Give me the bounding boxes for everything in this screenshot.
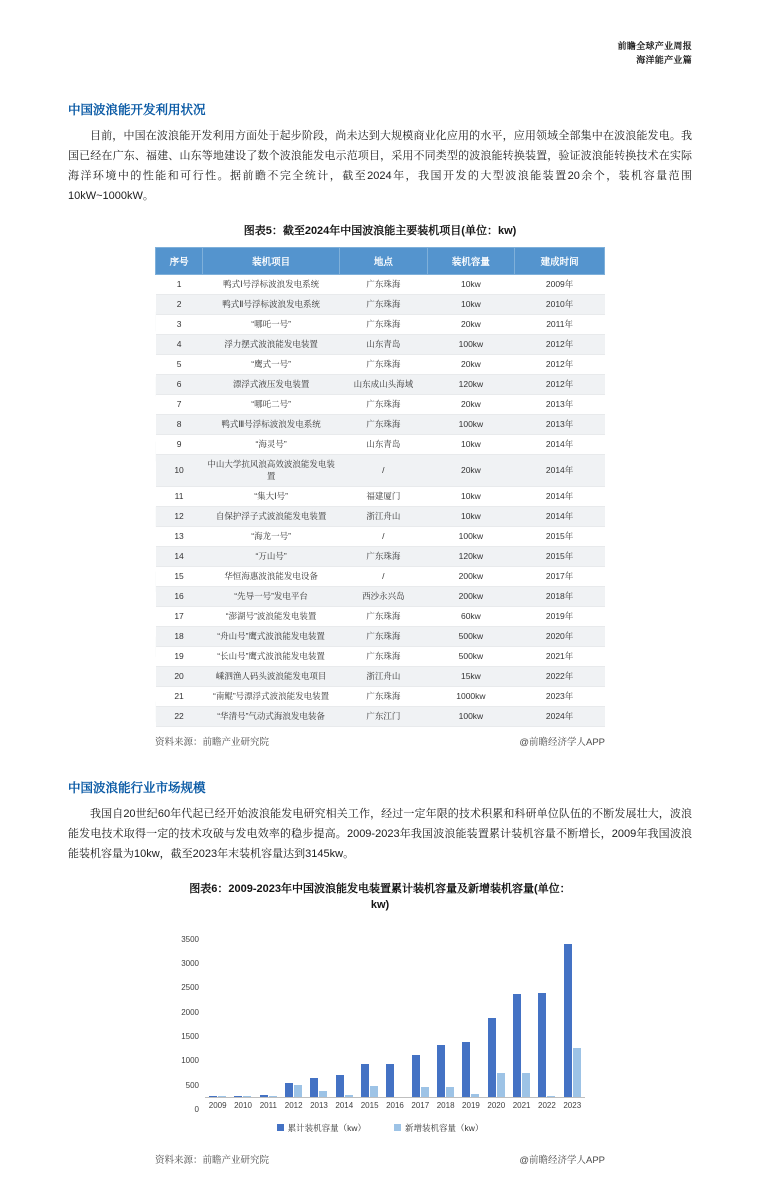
bar-group — [382, 1064, 407, 1097]
table-cell: 2021年 — [515, 646, 605, 666]
bar-new-capacity — [471, 1094, 479, 1097]
table-cell: 5 — [156, 354, 203, 374]
bar-cumulative-capacity — [310, 1078, 318, 1097]
table-cell: 西沙永兴岛 — [340, 586, 428, 606]
x-tick-label: 2013 — [310, 1100, 328, 1110]
table-cell: 10kw — [427, 506, 515, 526]
section1-paragraph: 目前，中国在波浪能开发利用方面处于起步阶段，尚未达到大规模商业化应用的水平，应用领域全部集中在波浪能发电。我国已经在广东、福建、山东等地建设了数个波浪能发电示范项目，采用不同类型的波浪能转换装置，验证波浪能转换技术在实际海洋环境中的性能和可行性。据前瞻不完全统计，截至2024年，我国开发的大型波浪能装置20余个，装机容量范围10kW~1000kW。 — [68, 129, 692, 202]
table-cell: 鸭式Ⅱ号浮标波浪发电系统 — [203, 294, 340, 314]
table-row — [156, 434, 605, 454]
table-cell: 20kw — [427, 314, 515, 334]
table-cell: 10kw — [427, 434, 515, 454]
table-row — [156, 374, 605, 394]
bar-group — [205, 1096, 230, 1097]
table-cell: 浮力摆式波浪能发电装置 — [203, 334, 340, 354]
bar-new-capacity — [522, 1073, 530, 1097]
table-cell: 2012年 — [515, 374, 605, 394]
table-cell: 20kw — [427, 354, 515, 374]
table-cell: 8 — [156, 414, 203, 434]
y-tick-label: 3000 — [181, 959, 199, 969]
table-cell: 广东珠海 — [340, 414, 428, 434]
chart-title: 图表6：2009-2023年中国波浪能发电装置累计装机容量及新增装机容量(单位：kw) — [189, 882, 571, 911]
bar-cumulative-capacity — [234, 1096, 242, 1097]
bar-chart — [175, 928, 585, 1114]
bar-new-capacity — [294, 1085, 302, 1097]
table-cell: 2011年 — [515, 314, 605, 334]
table-cell: 嵊泗渔人码头波浪能发电项目 — [203, 666, 340, 686]
table-cell: 1000kw — [427, 686, 515, 706]
table-cell: 11 — [156, 486, 203, 506]
bar-cumulative-capacity — [386, 1064, 394, 1097]
table-title: 图表5：截至2024年中国波浪能主要装机项目(单位：kw) — [243, 224, 517, 237]
column-header: 建成时间 — [515, 247, 605, 274]
x-tick-label: 2009 — [208, 1100, 227, 1110]
table-cell: 2017年 — [515, 566, 605, 586]
table-cell: 鸭式Ⅲ号浮标波浪发电系统 — [203, 414, 340, 434]
table-cell: “先导一号”发电平台 — [203, 586, 340, 606]
table-cell: 广东珠海 — [340, 646, 428, 666]
table-cell: 浙江舟山 — [340, 666, 428, 686]
bar-cumulative-capacity — [488, 1018, 496, 1097]
table-cell: 500kw — [427, 626, 515, 646]
legend-swatch — [277, 1124, 284, 1131]
table-row — [156, 646, 605, 666]
table-cell: 浙江舟山 — [340, 506, 428, 526]
bar-new-capacity — [370, 1086, 378, 1097]
table-row — [156, 334, 605, 354]
table-cell: 500kw — [427, 646, 515, 666]
column-header: 装机容量 — [427, 247, 515, 274]
bar-new-capacity — [573, 1048, 581, 1097]
x-tick-label: 2011 — [259, 1100, 277, 1110]
table-cell: 16 — [156, 586, 203, 606]
table-row — [156, 414, 605, 434]
table-wrap — [155, 247, 605, 727]
table-cell: 华恒海惠波浪能发电设备 — [203, 566, 340, 586]
table-row — [156, 354, 605, 374]
table-row — [156, 626, 605, 646]
bar-group — [281, 1083, 306, 1097]
table-cell: “舟山号”鹰式波浪能发电装置 — [203, 626, 340, 646]
table-cell: “哪吒一号” — [203, 314, 340, 334]
x-tick-label: 2020 — [487, 1100, 506, 1110]
doc-header — [68, 40, 692, 68]
x-tick-label: 2012 — [284, 1100, 303, 1110]
table-cell: 200kw — [427, 566, 515, 586]
table-cell: 4 — [156, 334, 203, 354]
table-cell: 2020年 — [515, 626, 605, 646]
bar-group — [484, 1018, 509, 1097]
bar-cumulative-capacity — [361, 1064, 369, 1097]
bar-new-capacity — [547, 1096, 555, 1097]
table-cell: 福建厦门 — [340, 486, 428, 506]
table-cell: 20kw — [427, 454, 515, 486]
bar-group — [230, 1096, 255, 1097]
bar-group — [256, 1095, 281, 1097]
table-cell: “鹰式一号” — [203, 354, 340, 374]
table-cell: 广东珠海 — [340, 394, 428, 414]
bar-new-capacity — [269, 1096, 277, 1097]
table-cell: 20kw — [427, 394, 515, 414]
table-cell: 17 — [156, 606, 203, 626]
bar-group — [534, 993, 559, 1097]
x-tick-label: 2010 — [234, 1100, 252, 1110]
bar-cumulative-capacity — [437, 1045, 445, 1097]
table-cell: 2019年 — [515, 606, 605, 626]
chart-y-axis — [175, 934, 205, 1114]
chart-source-left: 资料来源：前瞻产业研究院 — [155, 1154, 270, 1166]
table-cell: 12 — [156, 506, 203, 526]
table-cell: 2012年 — [515, 354, 605, 374]
table-cell: / — [340, 454, 428, 486]
bar-group — [560, 944, 585, 1097]
table-cell: “万山号” — [203, 546, 340, 566]
table-cell: 7 — [156, 394, 203, 414]
table-cell: 自保护浮子式波浪能发电装置 — [203, 506, 340, 526]
table-row — [156, 566, 605, 586]
column-header: 序号 — [156, 247, 203, 274]
table-cell: 2014年 — [515, 434, 605, 454]
x-tick-label: 2014 — [335, 1100, 354, 1110]
table-cell: “集大Ⅰ号” — [203, 486, 340, 506]
table-cell: 9 — [156, 434, 203, 454]
x-tick-label: 2018 — [436, 1100, 455, 1110]
legend-item — [394, 1122, 483, 1134]
chart-plot-area — [205, 928, 585, 1110]
table-cell: 21 — [156, 686, 203, 706]
table-cell: 山东成山头海域 — [340, 374, 428, 394]
table-row — [156, 606, 605, 626]
bar-group — [509, 994, 534, 1097]
table-cell: “海灵号” — [203, 434, 340, 454]
bar-cumulative-capacity — [513, 994, 521, 1097]
bar-cumulative-capacity — [538, 993, 546, 1097]
x-tick-label: 2015 — [360, 1100, 379, 1110]
bar-new-capacity — [421, 1087, 429, 1097]
table-cell: 15 — [156, 566, 203, 586]
table-row — [156, 274, 605, 294]
bar-group — [357, 1064, 382, 1097]
table-cell: 100kw — [427, 334, 515, 354]
y-tick-label: 3500 — [181, 934, 199, 944]
legend-label: 累计装机容量（kw） — [287, 1122, 366, 1133]
bar-group — [306, 1078, 331, 1097]
table-cell: 广东珠海 — [340, 294, 428, 314]
bar-cumulative-capacity — [462, 1042, 470, 1097]
table-source-row — [155, 734, 605, 748]
table-row — [156, 486, 605, 506]
table-cell: 6 — [156, 374, 203, 394]
table-cell: 广东珠海 — [340, 606, 428, 626]
bar-cumulative-capacity — [209, 1096, 217, 1097]
table-cell: “华清号”气动式海浪发电装备 — [203, 706, 340, 726]
bar-cumulative-capacity — [260, 1095, 268, 1097]
table-row — [156, 526, 605, 546]
table-cell: 2022年 — [515, 666, 605, 686]
table-cell: 2014年 — [515, 486, 605, 506]
table-row — [156, 454, 605, 486]
bar-new-capacity — [446, 1087, 454, 1097]
chart-source-right: @前瞻经济学人APP — [519, 1154, 605, 1166]
table-cell: 山东青岛 — [340, 434, 428, 454]
table-row — [156, 546, 605, 566]
bar-new-capacity — [497, 1073, 505, 1097]
chart-x-axis — [205, 1101, 585, 1110]
table-cell: 13 — [156, 526, 203, 546]
table-cell: 18 — [156, 626, 203, 646]
section2-heading: 中国波浪能行业市场规模 — [68, 780, 206, 795]
table-cell: 广东珠海 — [340, 626, 428, 646]
table-cell: 15kw — [427, 666, 515, 686]
table-cell: 2014年 — [515, 506, 605, 526]
chart-plot — [205, 928, 585, 1098]
table-cell: 20 — [156, 666, 203, 686]
y-tick-label: 2000 — [181, 1007, 199, 1017]
table-cell: / — [340, 566, 428, 586]
table-cell: 2009年 — [515, 274, 605, 294]
table-cell: 山东青岛 — [340, 334, 428, 354]
table-cell: 2014年 — [515, 454, 605, 486]
table-row — [156, 294, 605, 314]
x-tick-label: 2017 — [411, 1100, 430, 1110]
column-header: 装机项目 — [203, 247, 340, 274]
bar-new-capacity — [345, 1095, 353, 1097]
table-cell: 广东珠海 — [340, 314, 428, 334]
legend-item — [277, 1122, 366, 1134]
table-source-left: 资料来源：前瞻产业研究院 — [155, 736, 270, 748]
chart-block — [175, 882, 585, 1134]
bar-cumulative-capacity — [412, 1055, 420, 1097]
table-cell: 100kw — [427, 526, 515, 546]
table-cell: 2018年 — [515, 586, 605, 606]
bar-cumulative-capacity — [564, 944, 572, 1097]
table-cell: 广东珠海 — [340, 274, 428, 294]
table-cell: 22 — [156, 706, 203, 726]
table-cell: 2013年 — [515, 414, 605, 434]
table-cell: 2023年 — [515, 686, 605, 706]
table-cell: 广东珠海 — [340, 546, 428, 566]
column-header: 地点 — [340, 247, 428, 274]
table-row — [156, 586, 605, 606]
legend-swatch — [394, 1124, 401, 1131]
table-cell: 120kw — [427, 374, 515, 394]
table-cell: 14 — [156, 546, 203, 566]
x-tick-label: 2023 — [563, 1100, 582, 1110]
x-tick-label: 2021 — [512, 1100, 531, 1110]
table-cell: 10kw — [427, 486, 515, 506]
x-tick-label: 2019 — [462, 1100, 480, 1110]
table-cell: 2010年 — [515, 294, 605, 314]
table-cell: “海龙一号” — [203, 526, 340, 546]
section1-heading: 中国波浪能开发利用状况 — [68, 102, 206, 117]
table-cell: 鸭式Ⅰ号浮标波浪发电系统 — [203, 274, 340, 294]
table-cell: 10kw — [427, 274, 515, 294]
bar-group — [332, 1075, 357, 1097]
table-cell: 2015年 — [515, 526, 605, 546]
projects-table — [155, 247, 605, 727]
table-cell: 200kw — [427, 586, 515, 606]
bar-new-capacity — [218, 1096, 226, 1097]
table-cell: “长山号”鹰式波浪能发电装置 — [203, 646, 340, 666]
table-row — [156, 314, 605, 334]
section2-paragraph: 我国自20世纪60年代起已经开始波浪能发电研究相关工作，经过一定年限的技术积累和科研单位队伍的不断发展壮大，波浪能发电技术取得一定的技术攻破与发电效率的稳步提高。2009-2023年我国波浪能装置累计装机容量不断增长，2009年我国波浪能装机容量为10kw，截至2023年末装机容量达到3145kw。 — [68, 807, 692, 860]
table-row — [156, 394, 605, 414]
table-cell: 100kw — [427, 414, 515, 434]
table-cell: 广东珠海 — [340, 686, 428, 706]
table-cell: “南鲲”号漂浮式波浪能发电装置 — [203, 686, 340, 706]
bar-group — [458, 1042, 483, 1097]
x-tick-label: 2022 — [538, 1100, 556, 1110]
table-row — [156, 506, 605, 526]
table-cell: 10kw — [427, 294, 515, 314]
bar-group — [408, 1055, 433, 1097]
y-tick-label: 2500 — [181, 983, 199, 993]
table-cell: 广东江门 — [340, 706, 428, 726]
bar-new-capacity — [243, 1096, 251, 1097]
table-row — [156, 666, 605, 686]
table-cell: 60kw — [427, 606, 515, 626]
table-cell: “哪吒二号” — [203, 394, 340, 414]
table-cell: 2024年 — [515, 706, 605, 726]
table-cell: 100kw — [427, 706, 515, 726]
bar-cumulative-capacity — [285, 1083, 293, 1097]
table-cell: 2 — [156, 294, 203, 314]
doc-header-line1: 前瞻全球产业周报 — [617, 41, 692, 51]
table-cell: 2013年 — [515, 394, 605, 414]
table-cell: 广东珠海 — [340, 354, 428, 374]
table-cell: 19 — [156, 646, 203, 666]
doc-header-line2: 海洋能产业篇 — [636, 54, 692, 65]
table-cell: 10 — [156, 454, 203, 486]
table-cell: 中山大学抗风浪高效波浪能发电装置 — [203, 454, 340, 486]
table-cell: 漂浮式液压发电装置 — [203, 374, 340, 394]
x-tick-label: 2016 — [386, 1100, 404, 1110]
table-header-row — [156, 247, 605, 274]
y-tick-label: 500 — [185, 1080, 199, 1090]
table-cell: 3 — [156, 314, 203, 334]
table-cell: 120kw — [427, 546, 515, 566]
legend-label: 新增装机容量（kw） — [405, 1122, 484, 1133]
y-tick-label: 0 — [194, 1104, 199, 1114]
table-source-right: @前瞻经济学人APP — [519, 736, 605, 748]
bar-group — [433, 1045, 458, 1097]
table-cell: “澎湖号”波浪能发电装置 — [203, 606, 340, 626]
table-cell: 2015年 — [515, 546, 605, 566]
chart-legend — [175, 1122, 585, 1134]
chart-source-row — [155, 1152, 605, 1166]
table-row — [156, 706, 605, 726]
table-cell: 2012年 — [515, 334, 605, 354]
bar-cumulative-capacity — [336, 1075, 344, 1097]
y-tick-label: 1500 — [181, 1032, 199, 1042]
table-row — [156, 686, 605, 706]
table-cell: / — [340, 526, 428, 546]
bar-new-capacity — [319, 1091, 327, 1097]
y-tick-label: 1000 — [181, 1056, 199, 1066]
table-cell: 1 — [156, 274, 203, 294]
